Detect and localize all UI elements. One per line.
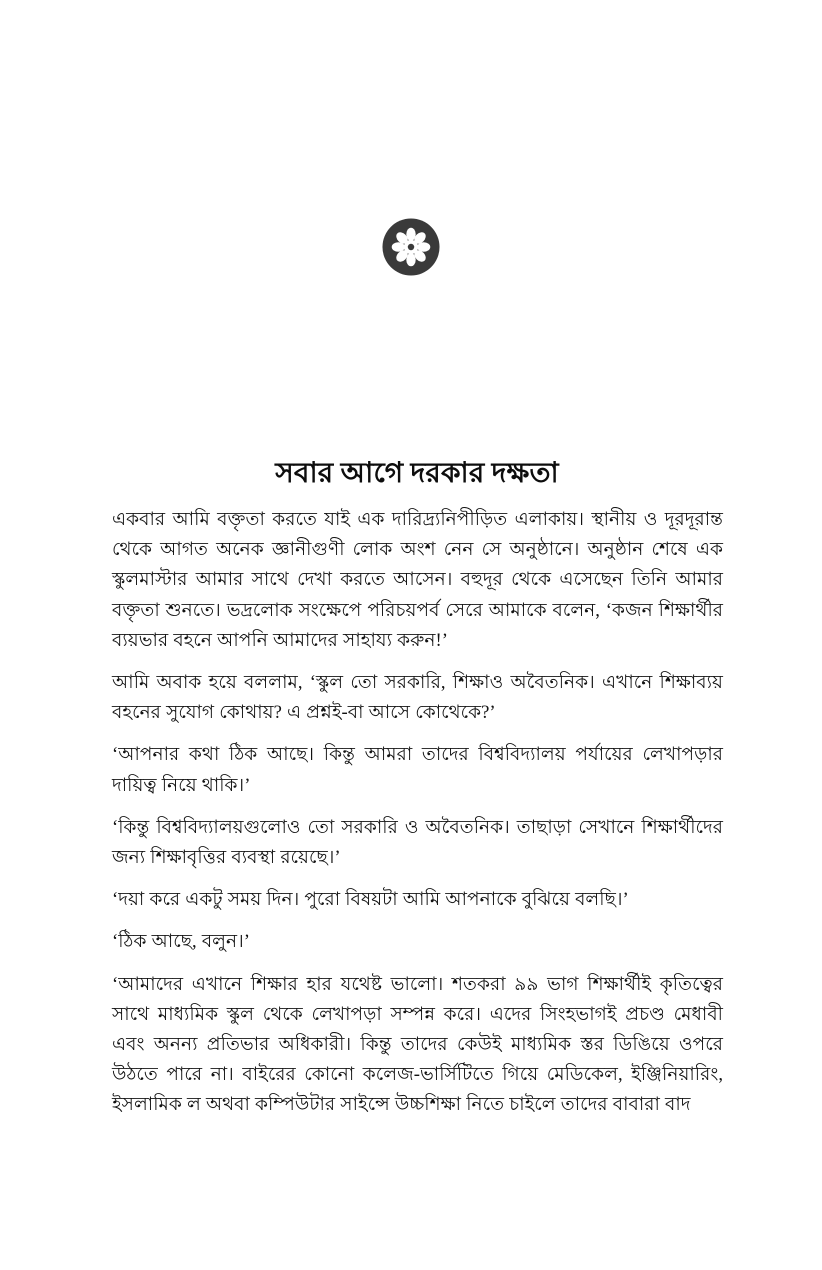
body-paragraph: ‘দয়া করে একটু সময় দিন। পুরো বিষয়টা আমি আপনাকে বুঝিয়ে বলছি।’ bbox=[112, 889, 629, 911]
body-paragraph: ‘আমাদের এখানে শিক্ষার হার যথেষ্ট ভালো। শতকরা ৯৯ ভাগ শিক্ষার্থীই কৃতিত্বের সাথে মাধ্যমিক স্কুল থেকে লেখাপড়া সম্পন্ন করে। এদের সিংহভাগই প্রচণ্ড মেধাবী এবং অনন্য প্রতিভার অধিকারী। কিন্তু তাদের কেউই মাধ্যমিক স্তর ডিঙিয়ে ওপরে উঠতে পারে না। বাইরের কোনো কলেজ-ভার্সিটিতে গিয়ে মেডিকেল, ইঞ্জিনিয়ারিং, ইসলামিক ল অথবা কম্পিউটার সাইন্সে উচ্চশিক্ষা নিতে চাইলে তাদের বাবারা বাদ bbox=[112, 973, 723, 1116]
body-paragraph: একবার আমি বক্তৃতা করতে যাই এক দারিদ্র্যনিপীড়িত এলাকায়। স্থানীয় ও দূরদূরান্ত থেকে আগত অনেক জ্ঞানীগুণী লোক অংশ নেন সে অনুষ্ঠানে। অনুষ্ঠান শেষে এক স্কুলমাস্টার আমার সাথে দেখা করতে আসেন। বহুদূর থেকে এসেছেন তিনি আমার বক্তৃতা শুনতে। ভদ্রলোক সংক্ষেপে পরিচয়পর্ব সেরে আমাকে বলেন, ‘কজন শিক্ষার্থীর ব্যয়ভার বহনে আপনি আমাদের সাহায্য করুন!’ bbox=[112, 509, 723, 651]
body-paragraph: ‘আপনার কথা ঠিক আছে। কিন্তু আমরা তাদের বিশ্ববিদ্যালয় পর্যায়ের লেখাপড়ার দায়িত্ব নিয়ে থাকি।’ bbox=[112, 744, 723, 796]
chapter-title: সবার আগে দরকার দক্ষতা bbox=[275, 457, 559, 489]
wheel-rosette-ornament-icon bbox=[380, 216, 442, 278]
body-paragraph: আমি অবাক হয়ে বললাম, ‘স্কুল তো সরকারি, শিক্ষাও অবৈতনিক। এখানে শিক্ষাব্যয় বহনের সুযোগ কোথায়? এ প্রশ্নই-বা আসে কোথেকে?’ bbox=[112, 672, 723, 724]
body-paragraph: ‘কিন্তু বিশ্ববিদ্যালয়গুলোও তো সরকারি ও অবৈতনিক। তাছাড়া সেখানে শিক্ষার্থীদের জন্য শিক্ষাবৃত্তির ব্যবস্থা রয়েছে।’ bbox=[112, 816, 723, 869]
body-paragraph: ‘ঠিক আছে, বলুন।’ bbox=[112, 931, 250, 953]
ornament-container bbox=[0, 216, 822, 278]
body-text-column bbox=[112, 505, 723, 1121]
